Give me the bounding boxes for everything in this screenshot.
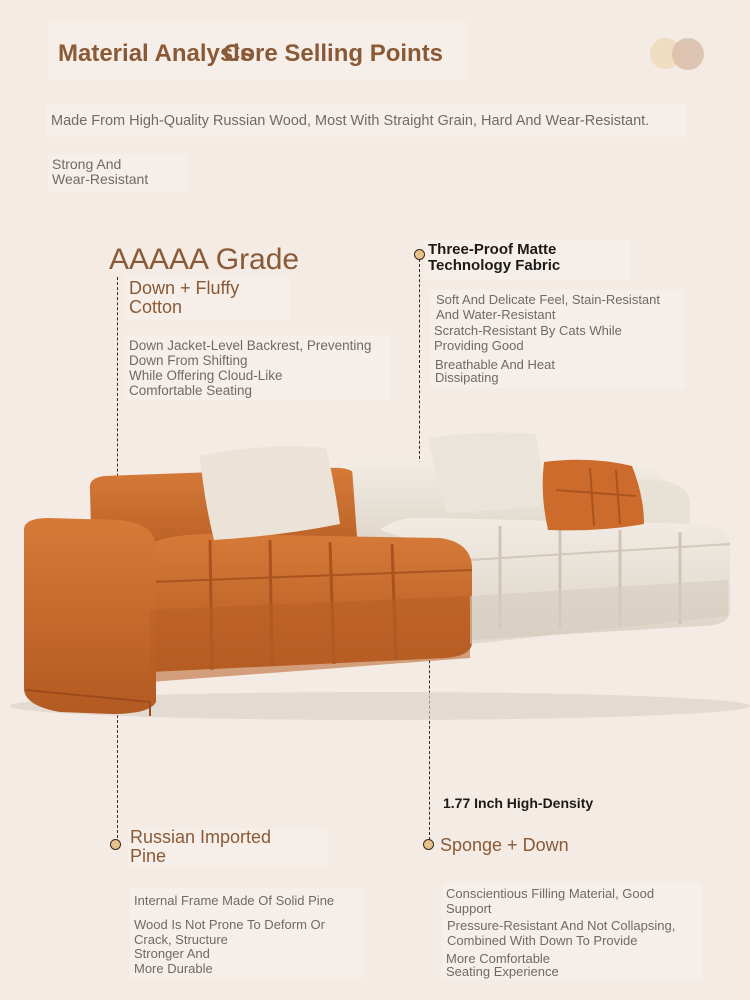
sponge-label: 1.77 Inch High-Density <box>443 795 594 811</box>
pine-p1: Internal Frame Made Of Solid Pine <box>134 893 335 908</box>
sponge-p1: Conscientious Filling Material, Good Support <box>446 886 655 916</box>
pine-dot <box>110 839 121 850</box>
grade-heading: AAAAA Grade <box>109 243 300 276</box>
left-feature-desc: Down Jacket-Level Backrest, Preventing Down From Shifting While Offering Cloud-Like Comfortable Seating <box>129 338 372 398</box>
decorative-circles-icon <box>650 38 706 70</box>
tag-strong: Strong And Wear-Resistant <box>52 156 149 187</box>
right-feature-p3: Breathable And Heat Dissipating <box>435 357 555 385</box>
sponge-dot <box>423 839 434 850</box>
right-feature-title: Three-Proof Matte Technology Fabric <box>428 241 561 274</box>
intro-line: Made From High-Quality Russian Wood, Most With Straight Grain, Hard And Wear-Resistant. <box>51 113 650 129</box>
pine-p2: Wood Is Not Prone To Deform Or Crack, Structure Stronger And More Durable <box>134 917 325 976</box>
sponge-p3: More Comfortable Seating Experience <box>446 951 559 979</box>
left-feature-title: Down + Fluffy Cotton <box>129 278 240 317</box>
pine-title: Russian Imported Pine <box>130 827 272 866</box>
right-feature-p1: Soft And Delicate Feel, Stain-Resistant And Water-Resistant <box>436 292 661 322</box>
page-title-front: Core Selling Points <box>223 40 444 67</box>
sponge-title: Sponge + Down <box>440 835 569 855</box>
sponge-p2: Pressure-Resistant And Not Collapsing, Combined With Down To Provide <box>447 918 676 948</box>
page-title-back: Material Analysis <box>58 40 254 67</box>
right-feature-p2: Scratch-Resistant By Cats While Providing Good <box>434 323 622 353</box>
sofa-image <box>0 420 750 730</box>
